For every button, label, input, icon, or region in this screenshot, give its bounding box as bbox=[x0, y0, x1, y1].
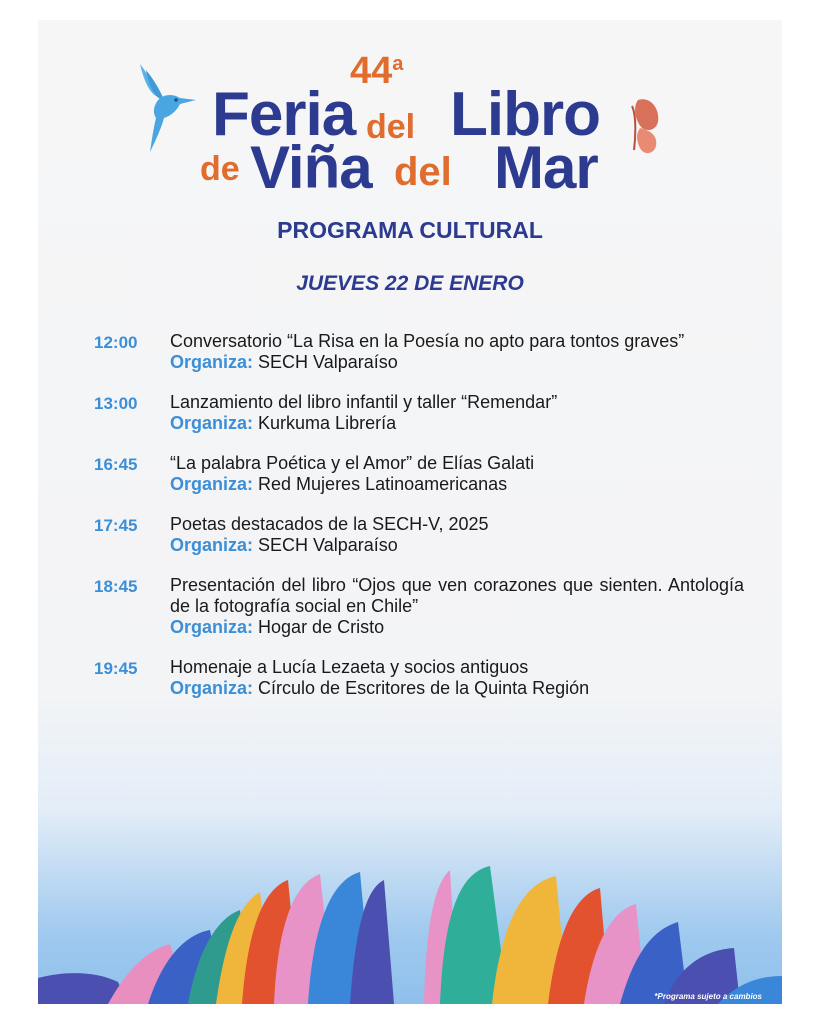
hummingbird-icon bbox=[134, 60, 198, 156]
open-books-illustration bbox=[38, 858, 782, 1004]
organizer-label: Organiza: bbox=[170, 535, 254, 555]
event-time: 16:45 bbox=[94, 455, 138, 474]
event-organizer bbox=[170, 413, 744, 434]
event-item bbox=[94, 657, 744, 699]
organizer-name: SECH Valparaíso bbox=[258, 535, 398, 555]
program-subtitle: PROGRAMA CULTURAL bbox=[277, 217, 543, 243]
organizer-name: Kurkuma Librería bbox=[258, 413, 397, 433]
event-organizer bbox=[170, 678, 744, 699]
event-item bbox=[94, 514, 744, 556]
event-item bbox=[94, 575, 744, 638]
title-libro: Libro bbox=[450, 80, 600, 149]
title-del: del bbox=[366, 108, 416, 146]
organizer-label: Organiza: bbox=[170, 617, 254, 637]
event-description: Poetas destacados de la SECH-V, 2025 bbox=[170, 514, 489, 534]
poster bbox=[38, 20, 782, 1004]
event-time: 13:00 bbox=[94, 394, 138, 413]
event-time: 12:00 bbox=[94, 333, 138, 352]
event-time: 17:45 bbox=[94, 516, 138, 535]
footnote: *Programa sujeto a cambios bbox=[654, 992, 762, 1001]
title-mar: Mar bbox=[494, 134, 598, 201]
organizer-label: Organiza: bbox=[170, 352, 254, 372]
event-time: 19:45 bbox=[94, 659, 138, 678]
event-description: Presentación del libro “Ojos que ven corazones que sienten. Antología de la fotografía social en Chile” bbox=[170, 575, 744, 616]
title-vina: Viña bbox=[250, 134, 372, 201]
edition-number: 44$^a$ bbox=[350, 50, 404, 92]
event-description: “La palabra Poética y el Amor” de Elías Galati bbox=[170, 453, 535, 473]
event-item bbox=[94, 392, 744, 434]
event-organizer bbox=[170, 474, 744, 495]
organizer-label: Organiza: bbox=[170, 474, 254, 494]
event-description: Homenaje a Lucía Lezaeta y socios antiguos bbox=[170, 657, 529, 677]
organizer-label: Organiza: bbox=[170, 678, 254, 698]
organizer-name: Red Mujeres Latinoamericanas bbox=[258, 474, 508, 494]
organizer-name: SECH Valparaíso bbox=[258, 352, 398, 372]
organizer-name: Círculo de Escritores de la Quinta Región bbox=[258, 678, 590, 698]
event-description: Lanzamiento del libro infantil y taller “Remendar” bbox=[170, 392, 558, 412]
event-list bbox=[94, 331, 744, 718]
event-time: 18:45 bbox=[94, 577, 138, 596]
title-feria: Feria bbox=[212, 80, 356, 149]
organizer-name: Hogar de Cristo bbox=[258, 617, 385, 637]
program-date: JUEVES 22 DE ENERO bbox=[296, 272, 524, 295]
event-description: Conversatorio “La Risa en la Poesía no apto para tontos graves” bbox=[170, 331, 685, 351]
butterfly-icon bbox=[628, 94, 664, 156]
title-de: de bbox=[200, 150, 240, 188]
event-organizer bbox=[170, 352, 744, 373]
title-del-2: del bbox=[394, 150, 452, 194]
event-item bbox=[94, 331, 744, 373]
organizer-label: Organiza: bbox=[170, 413, 254, 433]
event-organizer bbox=[170, 617, 744, 638]
event-item bbox=[94, 453, 744, 495]
event-organizer bbox=[170, 535, 744, 556]
